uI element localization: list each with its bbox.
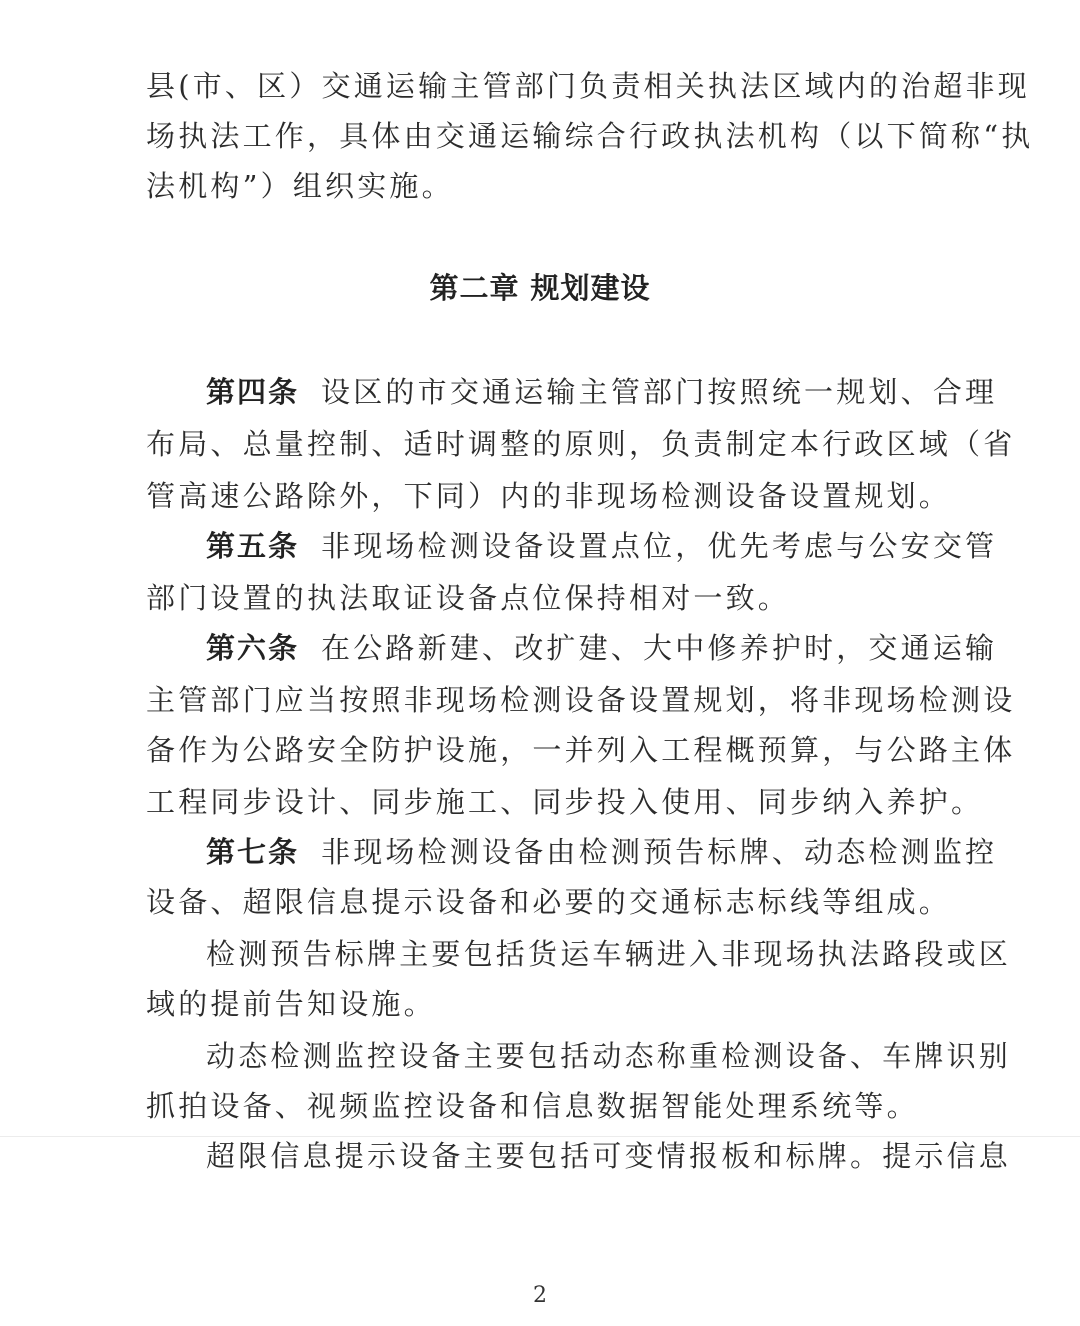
monitoring-line-1: 动态检测监控设备主要包括动态称重检测设备、车牌识别 — [206, 1039, 1012, 1073]
article-4-label: 第四条 — [206, 375, 300, 409]
intro-line-1: 县(市、区）交通运输主管部门负责相关执法区域内的治超非现 — [146, 69, 1030, 103]
article-6-line-4: 工程同步设计、同步施工、同步投入使用、同步纳入养护。 — [146, 785, 984, 819]
info-line-1: 超限信息提示设备主要包括可变情报板和标牌。提示信息 — [206, 1139, 1012, 1173]
article-7-text: 非现场检测设备由检测预告标牌、动态检测监控 — [321, 835, 998, 869]
signs-line-2: 域的提前告知设施。 — [146, 987, 436, 1021]
article-5-line-2: 部门设置的执法取证设备点位保持相对一致。 — [146, 581, 791, 615]
page-number: 2 — [533, 1283, 547, 1308]
intro-line-2: 场执法工作，具体由交通运输综合行政执法机构（以下简称“执 — [146, 119, 1034, 153]
article-7-label: 第七条 — [206, 835, 300, 869]
article-6-line-2: 主管部门应当按照非现场检测设备设置规划，将非现场检测设 — [146, 683, 1016, 717]
article-5-first-line — [206, 526, 998, 566]
article-4-line-2: 布局、总量控制、适时调整的原则，负责制定本行政区域（省 — [146, 427, 1016, 461]
monitoring-line-2: 抓拍设备、视频监控设备和信息数据智能处理系统等。 — [146, 1089, 919, 1123]
article-5-text: 非现场检测设备设置点位，优先考虑与公安交管 — [321, 529, 998, 563]
article-7-line-2: 设备、超限信息提示设备和必要的交通标志标线等组成。 — [146, 885, 952, 919]
article-4-first-line — [206, 372, 998, 412]
article-7-first-line — [206, 832, 998, 872]
article-6-line-3: 备作为公路安全防护设施，一并列入工程概预算，与公路主体 — [146, 733, 1016, 767]
article-6-label: 第六条 — [206, 631, 300, 665]
article-6-first-line — [206, 628, 998, 668]
article-5-label: 第五条 — [206, 529, 300, 563]
chapter-title: 第二章 规划建设 — [429, 271, 651, 305]
article-4-text: 设区的市交通运输主管部门按照统一规划、合理 — [321, 375, 998, 409]
article-6-text: 在公路新建、改扩建、大中修养护时，交通运输 — [321, 631, 998, 665]
article-4-line-3: 管高速公路除外，下同）内的非现场检测设备设置规划。 — [146, 479, 952, 513]
signs-line-1: 检测预告标牌主要包括货运车辆进入非现场执法路段或区 — [206, 937, 1012, 971]
intro-line-3: 法机构”）组织实施。 — [146, 169, 454, 203]
